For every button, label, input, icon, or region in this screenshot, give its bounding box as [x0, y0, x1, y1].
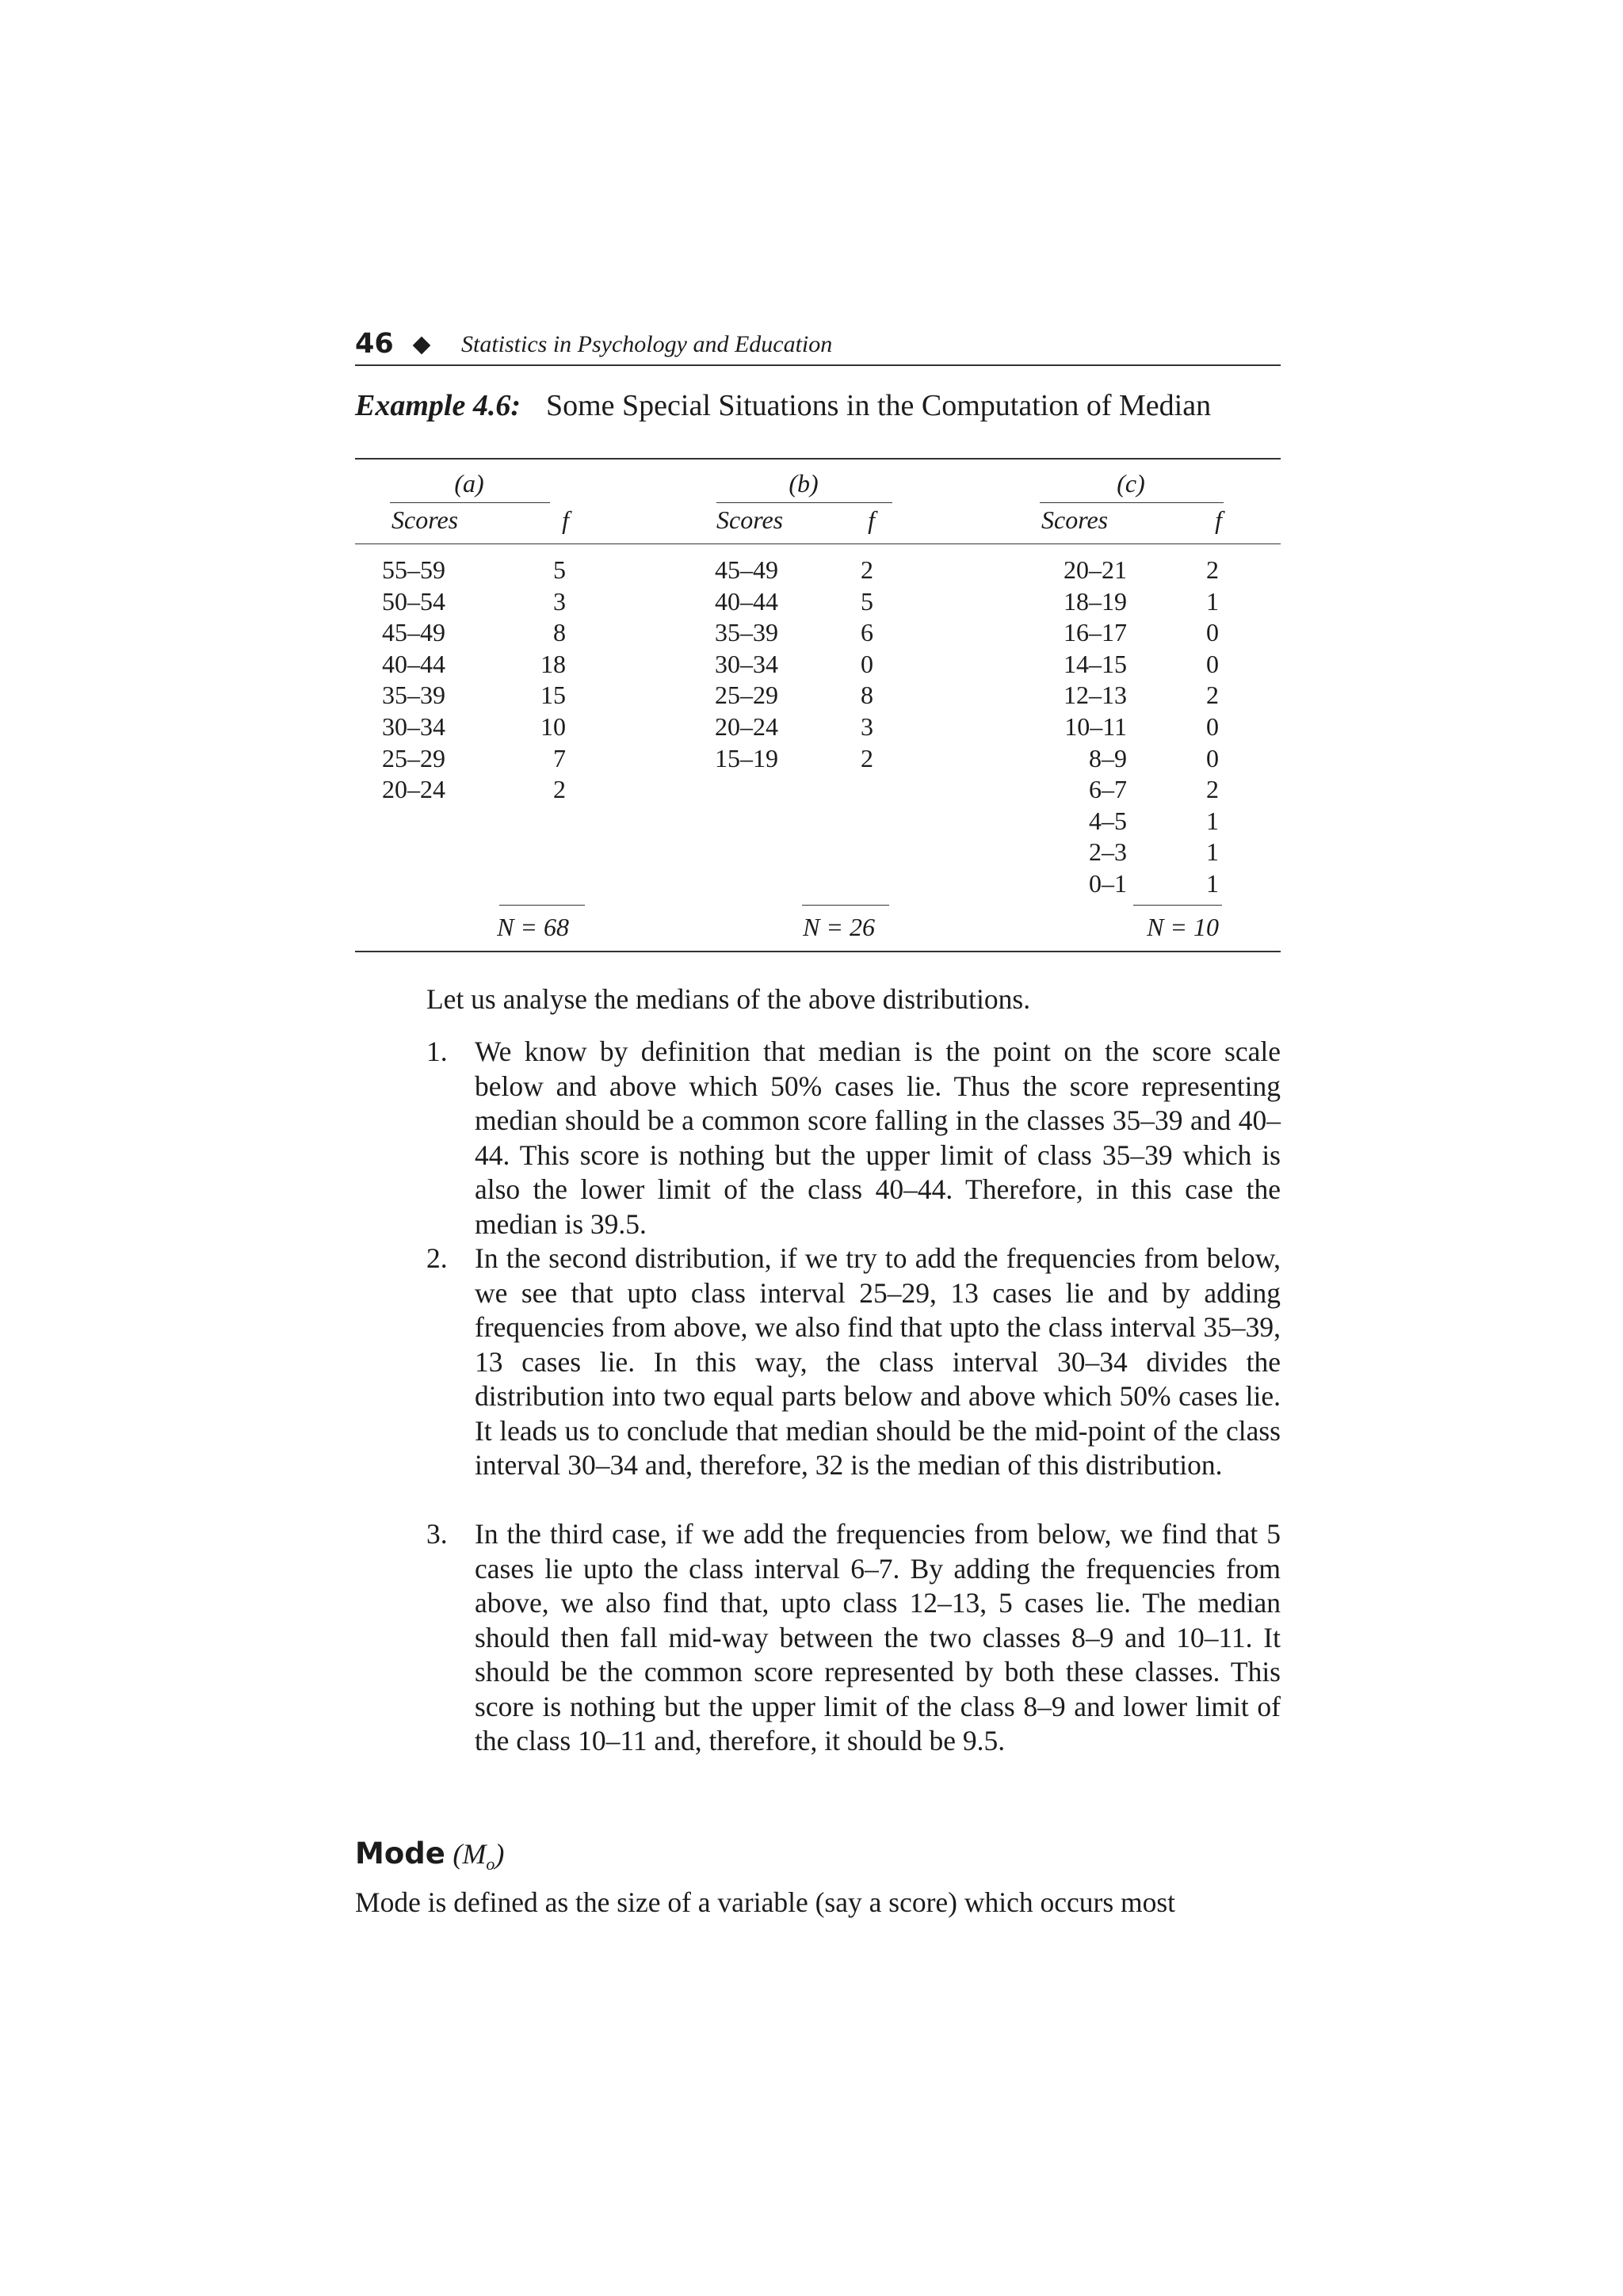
table-cell: 40–44 [715, 586, 778, 616]
table-cell: 6 [861, 618, 873, 647]
table-cell: 55–59 [382, 555, 445, 584]
example-caption [355, 388, 1211, 423]
table-cell: 18 [540, 649, 566, 678]
list-text: In the second distribution, if we try to add the frequencies from below, we see that upto class interval 25–29, 13 cases lie and by adding frequencies from above, we also find that upto the class interval 35–39, 13 cases lie. In this way, the class interval 30–34 divides the distribution into two equal parts below and above which 50% cases lie. It leads us to conclude that median should be the mid-point of the class interval 30–34 and, therefore, 32 is the median of this distribution. [475, 1242, 1281, 1481]
table-cell: 2 [861, 555, 873, 584]
table-cell: 2 [1206, 681, 1219, 710]
running-title: Statistics in Psychology and Education [461, 331, 833, 357]
table-cell: 20–24 [715, 711, 778, 741]
table-cell: 18–19 [1064, 586, 1127, 616]
panel-c-scores-header: Scores [1041, 505, 1109, 534]
table-cell: 0 [861, 649, 873, 678]
table-cell: 5 [861, 586, 873, 616]
panel-c-scores-column [1021, 555, 1127, 900]
table-cell: 12–13 [1064, 681, 1127, 710]
table-cell: 0 [1206, 743, 1219, 772]
panel-c-f-header: f [1215, 505, 1222, 534]
diamond-bullet-icon [413, 337, 431, 355]
panel-c-total: N = 10 [1147, 913, 1219, 941]
table-cell: 40–44 [382, 649, 445, 678]
panel-a-scores-header: Scores [391, 505, 459, 534]
table-bottom-rule [355, 951, 1281, 952]
panel-c-sum-rule [1133, 905, 1222, 906]
table-cell: 45–49 [715, 555, 778, 584]
table-top-rule [355, 458, 1281, 460]
panel-a-rule [390, 502, 550, 503]
panel-a-total: N = 68 [497, 913, 569, 941]
table-cell: 30–34 [715, 649, 778, 678]
panel-b-f-header: f [868, 505, 875, 534]
list-number: 3. [426, 1518, 448, 1550]
panel-b-f-column [810, 555, 873, 774]
panel-b-scores-header: Scores [716, 505, 784, 534]
table-cell: 50–54 [382, 586, 445, 616]
table-cell: 8 [553, 618, 566, 647]
panel-c-label: (c) [1117, 469, 1145, 498]
example-title: Some Special Situations in the Computation of Median [545, 389, 1212, 422]
running-header [355, 323, 1281, 366]
panel-a-f-header: f [562, 505, 569, 534]
table-cell: 4–5 [1089, 806, 1127, 835]
list-number: 1. [426, 1035, 448, 1067]
table-cell: 20–24 [382, 775, 445, 804]
intro-paragraph: Let us analyse the medians of the above distributions. [426, 983, 1031, 1015]
mode-heading-text: Mode [355, 1836, 445, 1871]
table-cell: 0 [1206, 711, 1219, 741]
table-cell: 35–39 [715, 618, 778, 647]
table-cell: 10–11 [1064, 711, 1127, 741]
panel-b-label: (b) [789, 469, 819, 498]
table-cell: 1 [1206, 837, 1219, 867]
table-cell: 25–29 [715, 681, 778, 710]
panel-c-rule [1040, 502, 1224, 503]
table-cell: 15 [540, 681, 566, 710]
panel-c-f-column [1155, 555, 1219, 900]
table-cell: 30–34 [382, 711, 445, 741]
table-cell: 10 [540, 711, 566, 741]
table-cell: 2 [861, 743, 873, 772]
table-cell: 35–39 [382, 681, 445, 710]
mode-heading [355, 1836, 504, 1875]
panel-a-sum-rule [499, 905, 585, 906]
example-label: Example 4.6: [355, 389, 521, 422]
table-cell: 0 [1206, 618, 1219, 647]
header-bottom-rule [355, 543, 1281, 544]
table-cell: 0 [1206, 649, 1219, 678]
table-cell: 2 [1206, 775, 1219, 804]
book-page [355, 0, 1281, 2296]
table-cell: 2 [553, 775, 566, 804]
table-cell: 6–7 [1089, 775, 1127, 804]
table-cell: 2–3 [1089, 837, 1127, 867]
panel-a-label: (a) [454, 469, 484, 498]
table-cell: 0–1 [1089, 868, 1127, 898]
list-number: 2. [426, 1242, 448, 1274]
table-cell: 15–19 [715, 743, 778, 772]
table-cell: 20–21 [1064, 555, 1127, 584]
table-cell: 5 [553, 555, 566, 584]
panel-b-rule [716, 502, 892, 503]
table-cell: 16–17 [1064, 618, 1127, 647]
panel-a-scores-column [382, 555, 445, 806]
page-number: 46 [355, 328, 394, 360]
panel-b-total: N = 26 [803, 913, 875, 941]
table-cell: 1 [1206, 868, 1219, 898]
table-cell: 2 [1206, 555, 1219, 584]
mode-definition-paragraph: Mode is defined as the size of a variable (say a score) which occurs most [355, 1886, 1176, 1918]
table-cell: 25–29 [382, 743, 445, 772]
panel-b-sum-rule [802, 905, 889, 906]
list-text: In the third case, if we add the frequencies from below, we find that 5 cases lie upto the class interval 6–7. By adding the frequencies from above, we also find that, upto class 12–13, 5 cases lie. The median should then fall mid-way between the two classes 8–9 and 10–11. It should be the common score represented by both these classes. This score is nothing but the upper limit of the class 8–9 and lower limit of the class 10–11 and, therefore, it should be 9.5. [475, 1518, 1281, 1756]
panel-b-scores-column [715, 555, 778, 774]
table-cell: 3 [553, 586, 566, 616]
table-cell: 3 [861, 711, 873, 741]
table-cell: 7 [553, 743, 566, 772]
table-cell: 8–9 [1089, 743, 1127, 772]
table-cell: 14–15 [1064, 649, 1127, 678]
panel-a-f-column [502, 555, 566, 806]
list-text: We know by definition that median is the point on the score scale below and above which 50% cases lie. Thus the score representing median should be a common score falling in the classes 35–39 and 40–44. This score is nothing but the upper limit of class 35–39 which is also the lower limit of the class 40–44. Therefore, in this case the median is 39.5. [475, 1035, 1281, 1240]
table-cell: 8 [861, 681, 873, 710]
mode-symbol: $(M_o)$ [453, 1838, 505, 1875]
table-cell: 1 [1206, 586, 1219, 616]
table-cell: 1 [1206, 806, 1219, 835]
table-cell: 45–49 [382, 618, 445, 647]
